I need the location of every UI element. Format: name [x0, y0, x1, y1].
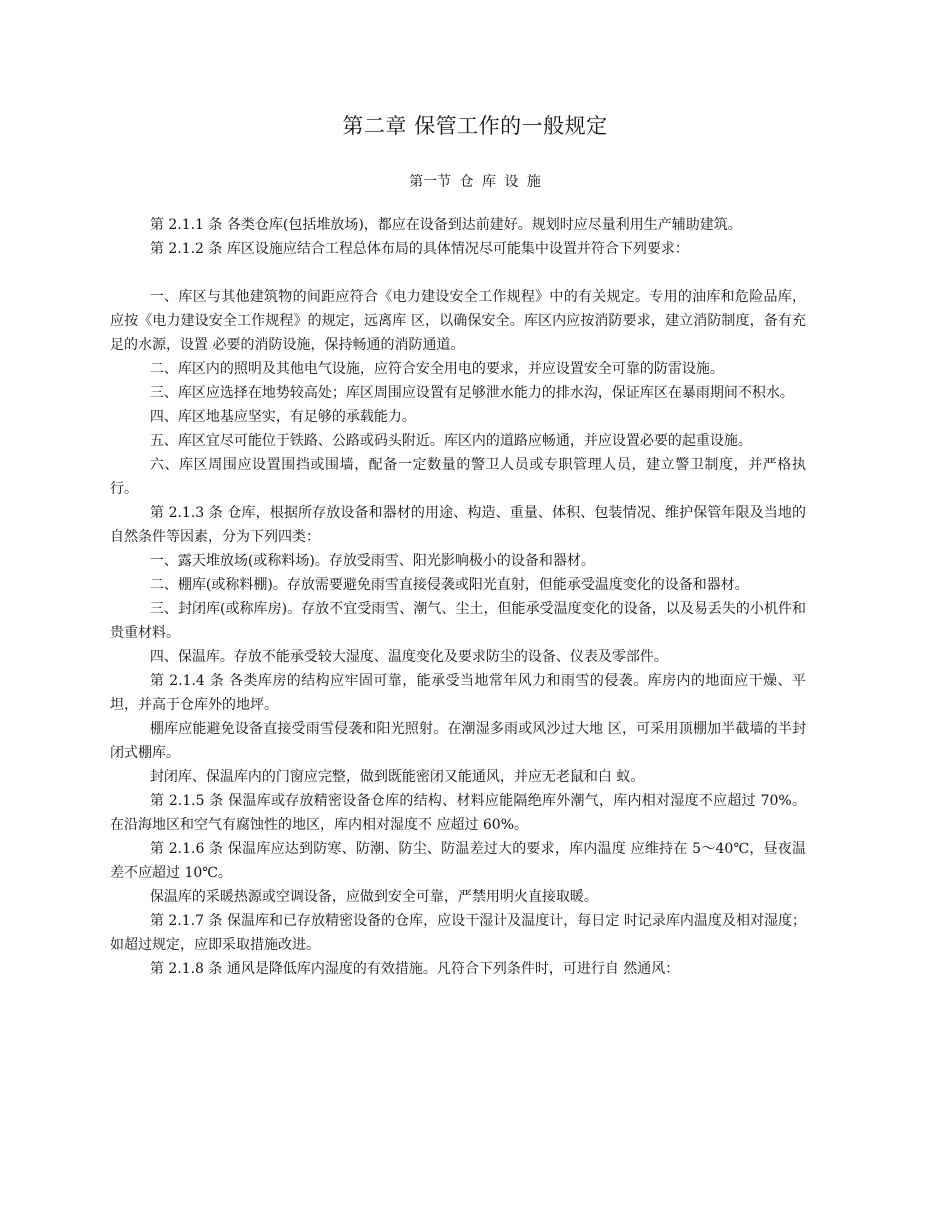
- list-item-1: 一、露天堆放场(或称料场)。存放受雨雪、阳光影响极小的设备和器材。: [149, 553, 595, 569]
- chapter-title: 第二章 保管工作的一般规定: [342, 114, 608, 138]
- list-item-1: 一、库区与其他建筑物的间距应符合《电力建设安全工作规程》中的有关规定。专用的油库和危险品库，应按《电力建设安全工作规程》的规定，远离库 区，以确保安全。库区内应按消防要求，建立消防制度，备有充足的水源，设置 必要的消防设施，保持畅通的消防通道。: [110, 289, 806, 353]
- paragraph-closed-store: 封闭库、保温库内的门窗应完整，做到既能密闭又能通风，并应无老鼠和白 蚁。: [149, 769, 645, 785]
- list-item-2: 二、库区内的照明及其他电气设施，应符合安全用电的要求，并应设置安全可靠的防雷设施。: [149, 361, 724, 377]
- list-item-5: 五、库区宜尽可能位于铁路、公路或码头附近。库区内的道路应畅通，并应设置必要的起重设施。: [149, 433, 752, 449]
- paragraph-2-1-4: 第 2.1.4 条 各类库房的结构应牢固可靠，能承受当地常年风力和雨雪的侵袭。库房内的地面应干燥、平坦，并高于仓库外的地坪。: [110, 673, 806, 713]
- paragraph-2-1-3: 第 2.1.3 条 仓库，根据所存放设备和器材的用途、构造、重量、体积、包装情况、维护保管年限及当地的自然条件等因素，分为下列四类：: [110, 505, 806, 545]
- paragraph-2-1-7: 第 2.1.7 条 保温库和已存放精密设备的仓库，应设干湿计及温度计，每日定 时记录库内温度及相对湿度；如超过规定，应即采取措施改进。: [110, 913, 806, 953]
- paragraph-shed: 棚库应能避免设备直接受雨雪侵袭和阳光照射。在潮湿多雨或风沙过大地 区，可采用顶棚加半截墙的半封闭式棚库。: [110, 721, 806, 761]
- list-item-3: 三、封闭库(或称库房)。存放不宜受雨雪、潮气、尘土，但能承受温度变化的设备，以及易丢失的小机件和贵重材料。: [110, 601, 806, 641]
- paragraph-2-1-6: 第 2.1.6 条 保温库应达到防寒、防潮、防尘、防温差过大的要求，库内温度 应维持在 5～40℃，昼夜温差不应超过 10℃。: [110, 841, 806, 881]
- paragraph-2-1-1: 第 2.1.1 条 各类仓库(包括堆放场)，都应在设备到达前建好。规划时应尽量利用生产辅助建筑。: [149, 217, 742, 233]
- paragraph-2-1-2: 第 2.1.2 条 库区设施应结合工程总体布局的具体情况尽可能集中设置并符合下列要求：: [149, 241, 689, 257]
- list-item-4: 四、库区地基应坚实，有足够的承载能力。: [149, 409, 416, 425]
- paragraph-heating: 保温库的采暖热源或空调设备，应做到安全可靠，严禁用明火直接取暖。: [149, 889, 598, 905]
- body-text: [110, 213, 806, 981]
- list-item-6: 六、库区周围应设置围挡或围墙，配备一定数量的警卫人员或专职管理人员，建立警卫制度，并严格执行。: [110, 457, 806, 497]
- list-item-2: 二、棚库(或称料棚)。存放需要避免雨雪直接侵袭或阳光直射，但能承受温度变化的设备和器材。: [149, 577, 749, 593]
- list-item-4: 四、保温库。存放不能承受较大湿度、温度变化及要求防尘的设备、仪表及零部件。: [149, 649, 668, 665]
- paragraph-2-1-8: 第 2.1.8 条 通风是降低库内湿度的有效措施。凡符合下列条件时，可进行自 然通风：: [149, 961, 680, 977]
- section-title: 第一节 仓 库 设 施: [409, 174, 541, 190]
- paragraph-2-1-5: 第 2.1.5 条 保温库或存放精密设备仓库的结构、材料应能隔绝库外潮气，库内相对湿度不应超过 70%。在沿海地区和空气有腐蚀性的地区，库内相对湿度不 应超过 60%。: [110, 793, 806, 833]
- list-item-3: 三、库区应选择在地势较高处；库区周围应设置有足够泄水能力的排水沟，保证库区在暴雨期间不积水。: [149, 385, 794, 401]
